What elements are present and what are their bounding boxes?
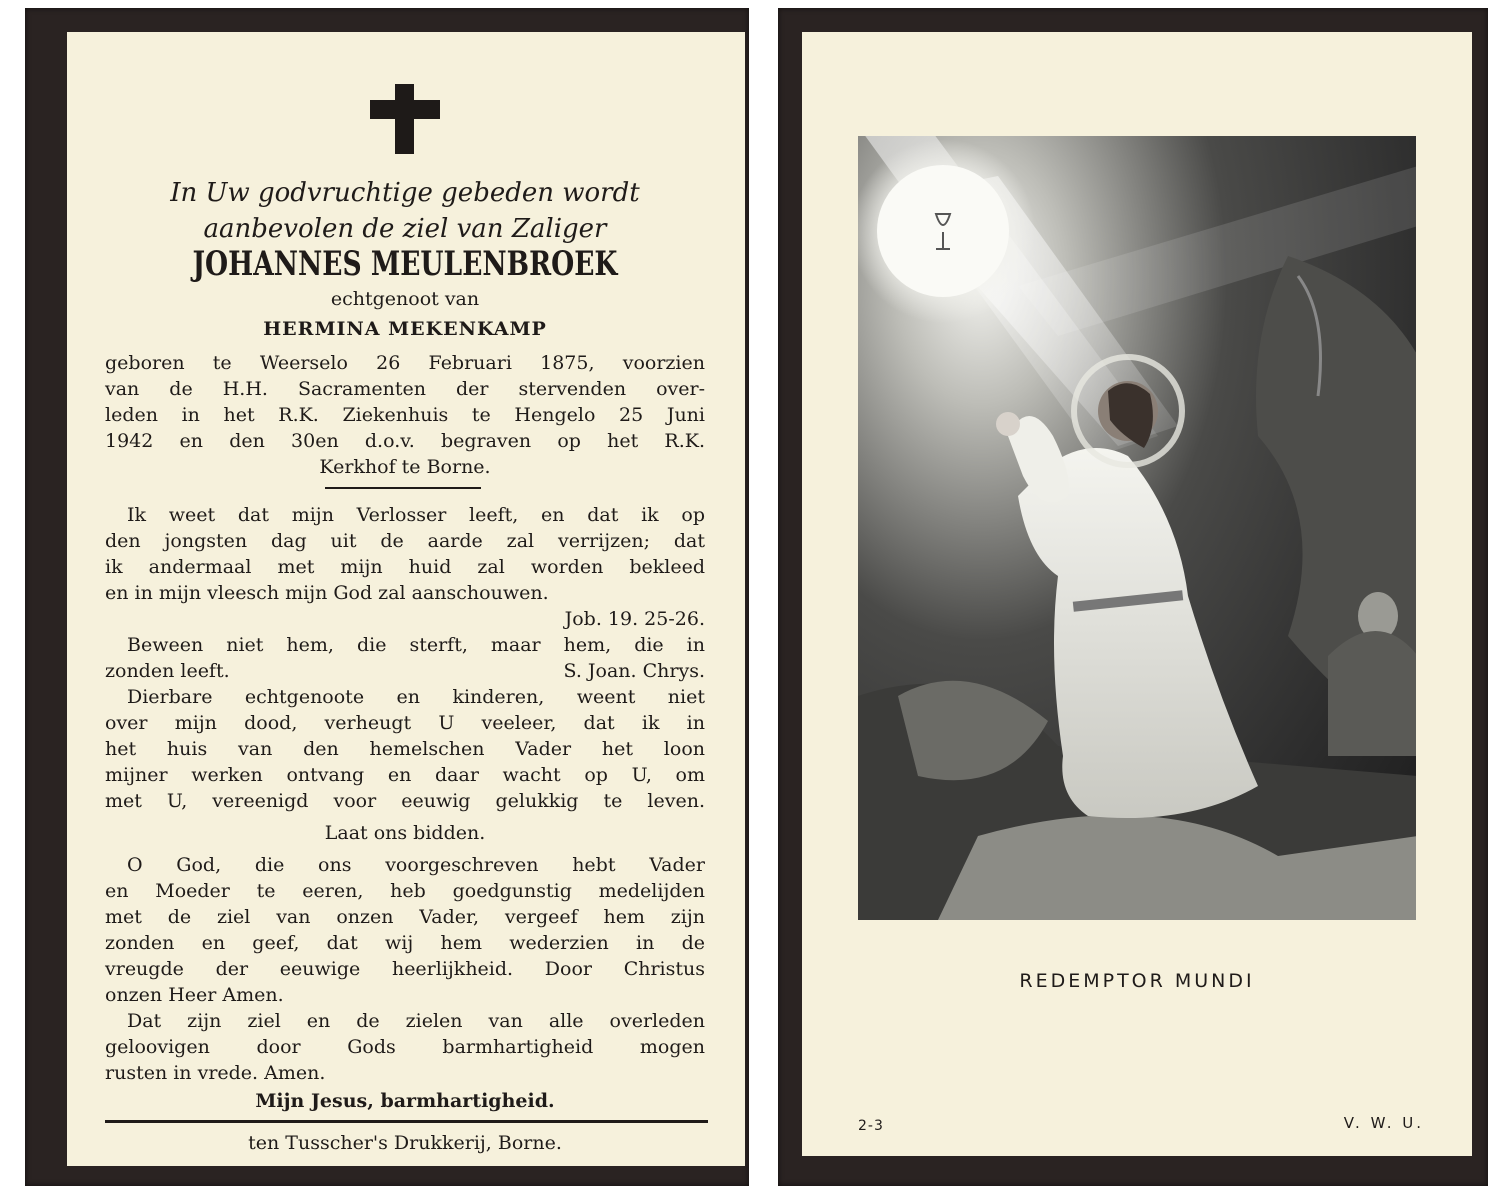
job-line-3: ik andermaal met mijn huid zal worden bekleed <box>105 556 705 578</box>
closing-invocation: Mijn Jesus, barmhartigheid. <box>255 1090 555 1112</box>
spouse-intro: echtgenoot van <box>330 288 480 310</box>
farewell-line-1: Dierbare echtgenoote en kinderen, weent niet <box>127 686 705 708</box>
chrys-reference: S. Joan. Chrys. <box>563 660 705 682</box>
bio-line-1: geboren te Weerselo 26 Februari 1875, voorzien <box>105 352 705 374</box>
intro-line-2: aanbevolen de ziel van Zaliger <box>203 214 607 244</box>
praying-figure-illustration <box>858 136 1416 920</box>
bio-line-5: Kerkhof te Borne. <box>319 456 491 478</box>
card-paper-right <box>802 32 1472 1156</box>
prayer-line-3: met de ziel van onzen Vader, vergeef hem zijn <box>105 906 705 928</box>
intro-line-1: In Uw godvruchtige gebeden wordt <box>170 178 640 208</box>
farewell-line-3: het huis van den hemelschen Vader het loon <box>105 738 705 760</box>
divider-long <box>105 1120 708 1123</box>
prayer-line-4: zonden en geef, dat wij hem wederzien in de <box>105 932 705 954</box>
card-code: 2-3 <box>858 1118 884 1134</box>
cross-icon <box>370 84 440 154</box>
bio-line-3: leden in het R.K. Ziekenhuis te Hengelo 25 Juni <box>105 404 705 426</box>
final-prayer-line-2: geloovigen door Gods barmhartigheid mogen <box>105 1036 705 1058</box>
final-prayer-line-3: rusten in vrede. Amen. <box>105 1062 326 1084</box>
divider-short <box>325 487 481 489</box>
prayer-line-5: vreugde der eeuwige heerlijkheid. Door Christus <box>105 958 705 980</box>
prayer-line-6: onzen Heer Amen. <box>105 984 284 1006</box>
job-line-1: Ik weet dat mijn Verlosser leeft, en dat ik op <box>127 504 705 526</box>
chrys-line-2: zonden leeft. <box>105 660 230 682</box>
prayer-heading: Laat ons bidden. <box>324 822 486 844</box>
chrys-line-1: Beween niet hem, die sterft, maar hem, die in <box>127 634 705 656</box>
memorial-card-text-side <box>25 8 749 1186</box>
final-prayer-line-1: Dat zijn ziel en de zielen van alle overleden <box>127 1010 705 1032</box>
illustration-svg <box>858 136 1416 920</box>
spouse-name: HERMINA MEKENKAMP <box>263 318 547 340</box>
farewell-line-5: met U, vereenigd voor eeuwig gelukkig te leven. <box>105 790 705 812</box>
deceased-name: JOHANNES MEULENBROEK <box>192 244 618 284</box>
bio-line-2: van de H.H. Sacramenten der stervenden over- <box>105 378 705 400</box>
image-caption: REDEMPTOR MUNDI <box>1019 970 1255 992</box>
job-reference: Job. 19. 25-26. <box>564 608 705 630</box>
memorial-card-image-side <box>778 8 1488 1186</box>
job-line-2: den jongsten dag uit de aarde zal verrijzen; dat <box>105 530 705 552</box>
prayer-line-1: O God, die ons voorgeschreven hebt Vader <box>127 854 705 876</box>
printer-credit: ten Tusscher's Drukkerij, Borne. <box>248 1132 562 1154</box>
farewell-line-2: over mijn dood, verheugt U veeleer, dat ik in <box>105 712 705 734</box>
job-line-4: en in mijn vleesch mijn God zal aanschouwen. <box>105 582 549 604</box>
prayer-line-2: en Moeder te eeren, heb goedgunstig medelijden <box>105 880 705 902</box>
bio-line-4: 1942 en den 30en d.o.v. begraven op het R.K. <box>105 430 705 452</box>
card-paper <box>67 32 745 1166</box>
publisher-mark: V. W. U. <box>1343 1114 1424 1132</box>
farewell-line-4: mijner werken ontvang en daar wacht op U, om <box>105 764 705 786</box>
